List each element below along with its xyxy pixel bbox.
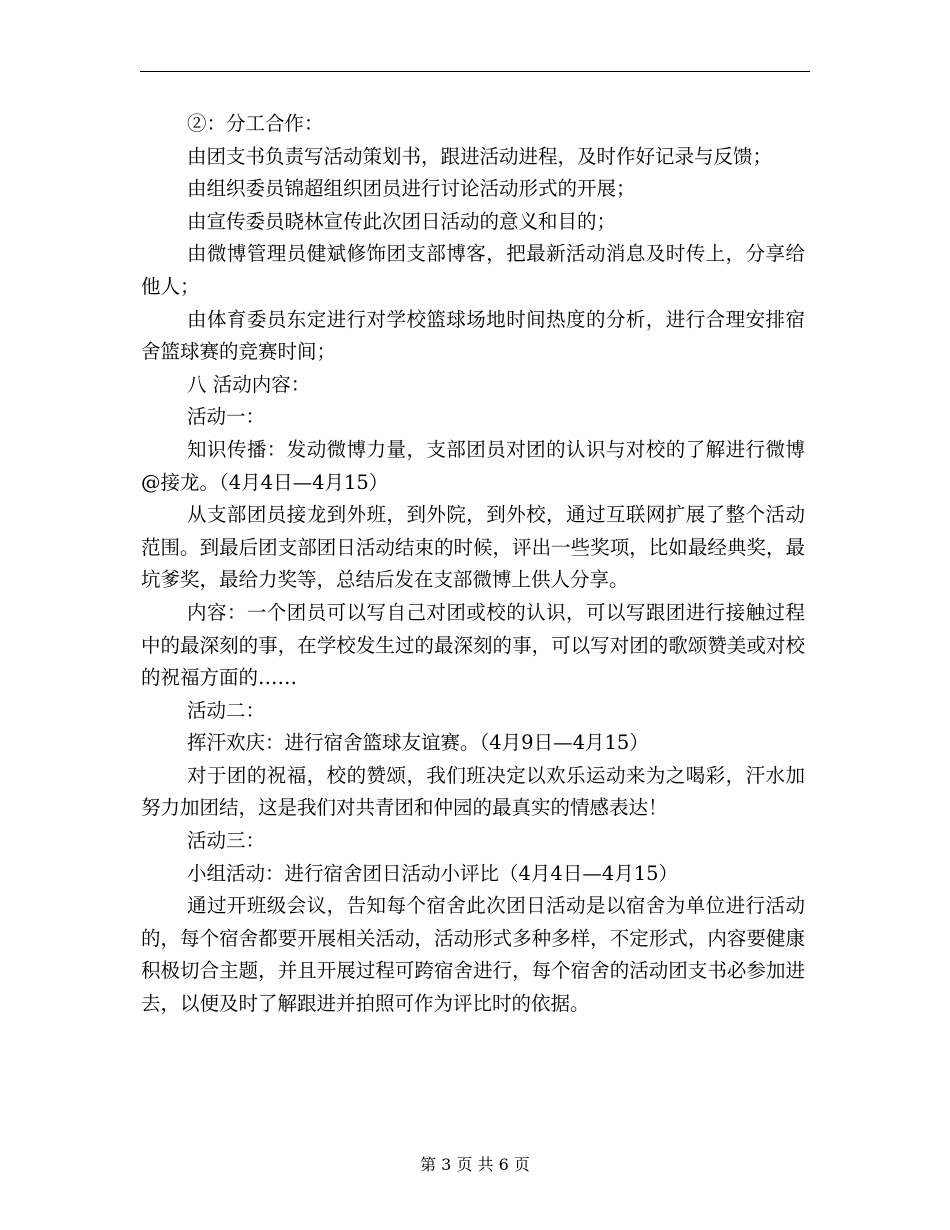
activity-heading: 活动一： — [187, 405, 266, 429]
paragraph: 内容：一个团员可以写自己对团或校的认识，可以写跟团进行接触过程中的最深刻的事，在学校发生过的最深刻的事，可以写对团的歌颂赞美或对校的祝福方面的…… — [141, 600, 805, 690]
page-footer: 第 3 页 共 6 页 — [420, 1155, 530, 1174]
activity-heading: 活动三： — [187, 829, 266, 853]
paragraph: 小组活动：进行宿舍团日活动小评比（4月4日—4月15） — [187, 861, 679, 885]
paragraph: 由组织委员锦超组织团员进行讨论活动形式的开展； — [187, 177, 636, 201]
activity-heading: 活动二： — [187, 698, 266, 722]
paragraph: 挥汗欢庆：进行宿舍篮球友谊赛。（4月9日—4月15） — [187, 731, 649, 755]
paragraph: 从支部团员接龙到外班，到外院，到外校，通过互联网扩展了整个活动范围。到最后团支部团日活动结束的时候，评出一些奖项，比如最经典奖，最坑爹奖，最给力奖等，总结后发在支部微博上供人分享。 — [141, 503, 805, 592]
section-heading: 八 活动内容： — [187, 372, 311, 396]
paragraph: ②：分工合作： — [187, 112, 324, 135]
paragraph: 由宣传委员晓林宣传此次团日活动的意义和目的； — [187, 209, 617, 233]
paragraph: 由团支书负责写活动策划书，跟进活动进程，及时作好记录与反馈； — [187, 144, 773, 168]
paragraph: 对于团的祝福，校的赞颂，我们班决定以欢乐运动来为之喝彩，汗水加努力加团结，这是我们对共青团和仲园的最真实的情感表达！ — [141, 763, 805, 820]
paragraph: 知识传播：发动微博力量，支部团员对团的认识与对校的了解进行微博@接龙。（4月4日—4月15） — [141, 437, 805, 494]
paragraph: 由微博管理员健斌修饰团支部博客，把最新活动消息及时传上，分享给他人； — [141, 242, 805, 298]
paragraph: 由体育委员东定进行对学校篮球场地时间热度的分析，进行合理安排宿舍篮球赛的竞赛时间； — [141, 307, 805, 364]
header-rule — [140, 71, 810, 72]
document-body — [141, 108, 805, 1021]
paragraph: 通过开班级会议，告知每个宿舍此次团日活动是以宿舍为单位进行活动的，每个宿舍都要开展相关活动，活动形式多种多样，不定形式，内容要健康积极切合主题，并且开展过程可跨宿舍进行，每个宿舍的活动团支书必参加进去，以便及时了解跟进并拍照可作为评比时的依据。 — [141, 894, 805, 1016]
